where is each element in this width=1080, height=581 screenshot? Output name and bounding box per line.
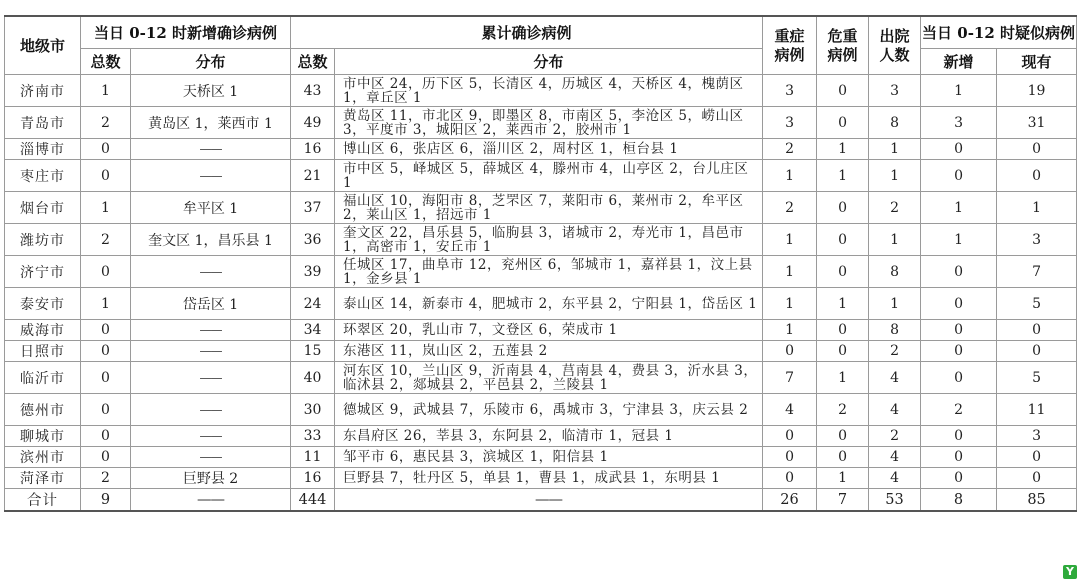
header-new-group: 当日 0-12 时新增确诊病例 [81,16,291,49]
cell-discharged: 2 [869,192,921,224]
cell-discharged: 4 [869,394,921,426]
cell-city: 潍坊市 [5,224,81,256]
cell-suspect-current: 0 [997,160,1077,192]
cell-cum-distribution: 福山区 10，海阳市 8，芝罘区 7，莱阳市 6，莱州市 2，牟平区 2，莱山区 1，招远市 1 [335,192,763,224]
cell-suspect-new: 1 [921,75,997,107]
cell-severe: 0 [763,341,817,362]
header-new-distribution: 分布 [131,49,291,75]
cell-critical: 1 [817,139,869,160]
cell-city: 滨州市 [5,447,81,468]
table-row [5,256,1077,288]
cell-new-distribution: —— [131,341,291,362]
header-discharged-text: 出院 人数 [879,26,910,64]
cell-severe: 7 [763,362,817,394]
cell-new-distribution: —— [131,139,291,160]
cell-cum-total: 444 [291,489,335,512]
cell-new-distribution: —— [131,160,291,192]
cell-cum-distribution: 河东区 10，兰山区 9，沂南县 4，莒南县 4，费县 3，沂水县 3，临沭县 2，郯城县 2，平邑县 2，兰陵县 1 [335,362,763,394]
cell-suspect-new: 0 [921,256,997,288]
cell-discharged: 8 [869,320,921,341]
cell-suspect-current: 85 [997,489,1077,512]
cell-severe: 0 [763,447,817,468]
cell-severe: 1 [763,288,817,320]
cases-table [4,15,1077,512]
cell-new-total: 0 [81,447,131,468]
header-cum-distribution: 分布 [335,49,763,75]
cell-new-distribution: 黄岛区 1，莱西市 1 [131,107,291,139]
cell-suspect-current: 0 [997,320,1077,341]
cell-new-total: 0 [81,426,131,447]
cell-new-distribution: 牟平区 1 [131,192,291,224]
cell-new-distribution: —— [131,447,291,468]
cell-city: 青岛市 [5,107,81,139]
cell-new-total: 9 [81,489,131,512]
cell-city: 聊城市 [5,426,81,447]
cell-suspect-current: 11 [997,394,1077,426]
cell-suspect-new: 1 [921,192,997,224]
cell-cum-total: 16 [291,139,335,160]
cell-suspect-current: 3 [997,426,1077,447]
cell-new-total: 1 [81,192,131,224]
cell-critical: 0 [817,192,869,224]
cell-cum-total: 11 [291,447,335,468]
cell-discharged: 8 [869,256,921,288]
cell-cum-distribution: 黄岛区 11，市北区 9，即墨区 8，市南区 5，李沧区 5，崂山区 3，平度市 3，城阳区 2，莱西市 2，胶州市 1 [335,107,763,139]
cell-new-distribution: 巨野县 2 [131,468,291,489]
cell-city: 枣庄市 [5,160,81,192]
cell-severe: 1 [763,320,817,341]
cell-cum-distribution: 东昌府区 26，莘县 3，东阿县 2，临清市 1，冠县 1 [335,426,763,447]
cell-cum-distribution: 泰山区 14，新泰市 4，肥城市 2，东平县 2，宁阳县 1，岱岳区 1 [335,288,763,320]
cell-discharged: 1 [869,288,921,320]
cell-severe: 2 [763,192,817,224]
cell-severe: 3 [763,75,817,107]
cell-cum-total: 30 [291,394,335,426]
cell-critical: 0 [817,256,869,288]
header-critical-text: 危重 病例 [827,26,858,64]
cell-cum-total: 16 [291,468,335,489]
cell-critical: 0 [817,224,869,256]
cell-cum-distribution: —— [335,489,763,512]
cell-suspect-new: 0 [921,468,997,489]
cell-city: 日照市 [5,341,81,362]
cell-cum-total: 33 [291,426,335,447]
cell-city: 德州市 [5,394,81,426]
cell-suspect-current: 0 [997,447,1077,468]
header-suspect-group: 当日 0-12 时疑似病例 [921,16,1077,49]
header-critical [817,16,869,75]
cell-new-total: 0 [81,160,131,192]
cell-suspect-new: 8 [921,489,997,512]
table-body [5,75,1077,512]
cell-discharged: 3 [869,75,921,107]
cell-new-total: 0 [81,341,131,362]
cell-new-total: 0 [81,256,131,288]
cell-new-distribution: 奎文区 1，昌乐县 1 [131,224,291,256]
cell-discharged: 4 [869,447,921,468]
cell-new-total: 0 [81,394,131,426]
cell-discharged: 2 [869,341,921,362]
cell-new-total: 2 [81,468,131,489]
cell-new-distribution: —— [131,362,291,394]
table-row [5,394,1077,426]
cell-new-distribution: 岱岳区 1 [131,288,291,320]
cell-city: 临沂市 [5,362,81,394]
cell-cum-total: 49 [291,107,335,139]
cell-new-total: 0 [81,320,131,341]
header-city: 地级市 [5,16,81,75]
header-suspect-new: 新增 [921,49,997,75]
table-row [5,107,1077,139]
cell-suspect-current: 1 [997,192,1077,224]
cell-cum-total: 40 [291,362,335,394]
cell-severe: 1 [763,256,817,288]
cell-suspect-new: 3 [921,107,997,139]
table-row [5,139,1077,160]
cell-new-total: 1 [81,75,131,107]
cell-severe: 1 [763,224,817,256]
cell-suspect-new: 0 [921,341,997,362]
cell-critical: 1 [817,160,869,192]
cell-cum-distribution: 市中区 5，峄城区 5，薛城区 4，滕州市 4，山亭区 2，台儿庄区 1 [335,160,763,192]
table-row [5,224,1077,256]
cell-discharged: 4 [869,468,921,489]
cell-new-distribution: —— [131,394,291,426]
cell-new-total: 0 [81,139,131,160]
cell-critical: 0 [817,341,869,362]
cell-new-distribution: —— [131,489,291,512]
header-discharged [869,16,921,75]
cell-new-distribution: —— [131,426,291,447]
header-severe [763,16,817,75]
cell-cum-distribution: 环翠区 20，乳山市 7，文登区 6，荣成市 1 [335,320,763,341]
table-row [5,75,1077,107]
cell-new-total: 1 [81,288,131,320]
table-row [5,468,1077,489]
cell-city: 菏泽市 [5,468,81,489]
cell-cum-distribution: 巨野县 7，牡丹区 5，单县 1，曹县 1，成武县 1，东明县 1 [335,468,763,489]
table-header [5,16,1077,75]
cell-suspect-new: 0 [921,139,997,160]
cell-suspect-new: 0 [921,160,997,192]
cell-severe: 0 [763,468,817,489]
total-row [5,489,1077,512]
cell-discharged: 2 [869,426,921,447]
cell-city: 威海市 [5,320,81,341]
header-severe-text: 重症 病例 [774,26,805,64]
cell-discharged: 1 [869,139,921,160]
cell-city: 淄博市 [5,139,81,160]
header-suspect-current: 现有 [997,49,1077,75]
table-row [5,320,1077,341]
cell-suspect-new: 0 [921,320,997,341]
cell-critical: 2 [817,394,869,426]
cell-city: 济南市 [5,75,81,107]
cell-cum-distribution: 邹平市 6，惠民县 3，滨城区 1，阳信县 1 [335,447,763,468]
cell-critical: 0 [817,75,869,107]
table-wrapper [4,15,1076,512]
cell-city: 济宁市 [5,256,81,288]
cell-severe: 0 [763,426,817,447]
table-row [5,447,1077,468]
table-row [5,426,1077,447]
cell-suspect-new: 2 [921,394,997,426]
cell-critical: 7 [817,489,869,512]
cell-new-distribution: —— [131,256,291,288]
cell-discharged: 53 [869,489,921,512]
cell-cum-distribution: 任城区 17，曲阜市 12，兖州区 6，邹城市 1，嘉祥县 1，汶上县 1，金乡县 1 [335,256,763,288]
cell-critical: 1 [817,362,869,394]
cell-new-total: 0 [81,362,131,394]
cell-cum-total: 34 [291,320,335,341]
cell-severe: 4 [763,394,817,426]
cell-suspect-new: 0 [921,362,997,394]
cell-suspect-new: 0 [921,426,997,447]
table-row [5,160,1077,192]
cell-suspect-current: 31 [997,107,1077,139]
cell-discharged: 8 [869,107,921,139]
cell-city: 合计 [5,489,81,512]
table-row [5,341,1077,362]
cell-new-distribution: —— [131,320,291,341]
cell-suspect-new: 0 [921,288,997,320]
table-row [5,288,1077,320]
corner-badge-icon: Y [1063,565,1077,579]
cell-cum-total: 24 [291,288,335,320]
cell-cum-total: 39 [291,256,335,288]
cell-new-distribution: 天桥区 1 [131,75,291,107]
cell-suspect-new: 0 [921,447,997,468]
cell-discharged: 1 [869,224,921,256]
cell-cum-total: 21 [291,160,335,192]
cell-cum-total: 36 [291,224,335,256]
cell-critical: 0 [817,107,869,139]
cell-severe: 1 [763,160,817,192]
cell-suspect-current: 3 [997,224,1077,256]
cell-critical: 0 [817,320,869,341]
cell-cum-distribution: 德城区 9，武城县 7，乐陵市 6，禹城市 3，宁津县 3，庆云县 2 [335,394,763,426]
cell-critical: 0 [817,447,869,468]
cell-severe: 3 [763,107,817,139]
cell-critical: 0 [817,426,869,447]
cell-discharged: 1 [869,160,921,192]
cell-cum-total: 43 [291,75,335,107]
cell-suspect-current: 7 [997,256,1077,288]
cell-severe: 26 [763,489,817,512]
cell-new-total: 2 [81,224,131,256]
cell-suspect-current: 5 [997,362,1077,394]
cell-cum-distribution: 市中区 24，历下区 5，长清区 4，历城区 4，天桥区 4，槐荫区 1，章丘区 1 [335,75,763,107]
cell-critical: 1 [817,288,869,320]
header-cum-total: 总数 [291,49,335,75]
cell-cum-total: 15 [291,341,335,362]
header-new-total: 总数 [81,49,131,75]
cell-suspect-current: 19 [997,75,1077,107]
cell-severe: 2 [763,139,817,160]
cell-suspect-current: 5 [997,288,1077,320]
cell-cum-total: 37 [291,192,335,224]
cell-suspect-new: 1 [921,224,997,256]
cell-discharged: 4 [869,362,921,394]
cell-suspect-current: 0 [997,468,1077,489]
cell-new-total: 2 [81,107,131,139]
cell-cum-distribution: 东港区 11，岚山区 2，五莲县 2 [335,341,763,362]
cell-cum-distribution: 博山区 6，张店区 6，淄川区 2，周村区 1，桓台县 1 [335,139,763,160]
cell-critical: 1 [817,468,869,489]
cell-cum-distribution: 奎文区 22，昌乐县 5，临朐县 3，诸城市 2，寿光市 1，昌邑市 1，高密市 1，安丘市 1 [335,224,763,256]
cell-suspect-current: 0 [997,139,1077,160]
header-cum-group: 累计确诊病例 [291,16,763,49]
table-row [5,362,1077,394]
cell-city: 泰安市 [5,288,81,320]
table-row [5,192,1077,224]
cell-city: 烟台市 [5,192,81,224]
cell-suspect-current: 0 [997,341,1077,362]
